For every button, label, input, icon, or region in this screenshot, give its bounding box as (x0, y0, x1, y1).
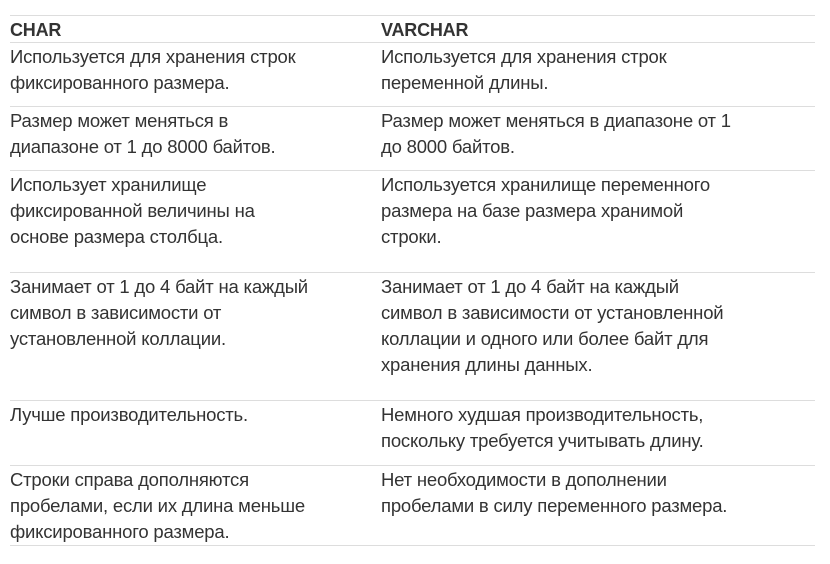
cell-varchar (381, 171, 752, 272)
table-row (10, 401, 815, 466)
cell-text-line: Используется хранилище переменного (381, 174, 710, 195)
cell-text-line: переменной длины. (381, 72, 549, 93)
table-header-row (10, 16, 815, 43)
cell-text-line: пробелами, если их длина меньше (10, 495, 305, 516)
header-varchar: VARCHAR (381, 20, 469, 40)
cell-text-line: размера на базе размера хранимой (381, 200, 684, 221)
cell-text-line: диапазоне от 1 до 8000 байтов. (10, 136, 276, 157)
cell-text-line: фиксированного размера. (10, 72, 230, 93)
cell-char (10, 107, 381, 170)
cell-text-line: Строки справа дополняются (10, 469, 249, 490)
cell-char (10, 273, 381, 400)
cell-text-line: установленной коллации. (10, 328, 226, 349)
table-row (10, 171, 815, 273)
table-row (10, 43, 815, 107)
cell-text-line: Немного худшая производительность, (381, 404, 704, 425)
cell-text-line: коллации и одного или более байт для (381, 328, 709, 349)
comparison-table (10, 15, 815, 546)
cell-varchar (381, 401, 752, 465)
cell-text-line: хранения длины данных. (381, 354, 593, 375)
cell-text-line: Размер может меняться в (10, 110, 229, 131)
cell-text-line: строки. (381, 226, 442, 247)
cell-text-line: Занимает от 1 до 4 байт на каждый (10, 276, 308, 297)
cell-char (10, 43, 381, 106)
table-row (10, 107, 815, 171)
cell-char (10, 171, 381, 272)
cell-char (10, 466, 381, 545)
cell-text-line: Размер может меняться в диапазоне от 1 (381, 110, 731, 131)
cell-text-line: символ в зависимости от установленной (381, 302, 724, 323)
cell-text-line: фиксированной величины на (10, 200, 255, 221)
table-row (10, 466, 815, 546)
cell-text-line: фиксированного размера. (10, 521, 230, 542)
cell-text-line: пробелами в силу переменного размера. (381, 495, 728, 516)
cell-char (10, 401, 381, 465)
table-row (10, 273, 815, 401)
cell-text-line: Использует хранилище (10, 174, 207, 195)
cell-text-line: символ в зависимости от (10, 302, 222, 323)
cell-varchar (381, 43, 752, 106)
cell-text-line: Лучше производительность. (10, 404, 248, 425)
cell-text-line: Занимает от 1 до 4 байт на каждый (381, 276, 679, 297)
cell-text-line: Нет необходимости в дополнении (381, 469, 667, 490)
cell-text-line: Используется для хранения строк (381, 46, 667, 67)
header-char: CHAR (10, 20, 62, 40)
cell-varchar (381, 107, 752, 170)
cell-text-line: Используется для хранения строк (10, 46, 296, 67)
cell-text-line: поскольку требуется учитывать длину. (381, 430, 704, 451)
cell-varchar (381, 466, 752, 545)
cell-varchar (381, 273, 752, 400)
cell-text-line: основе размера столбца. (10, 226, 223, 247)
cell-text-line: до 8000 байтов. (381, 136, 515, 157)
